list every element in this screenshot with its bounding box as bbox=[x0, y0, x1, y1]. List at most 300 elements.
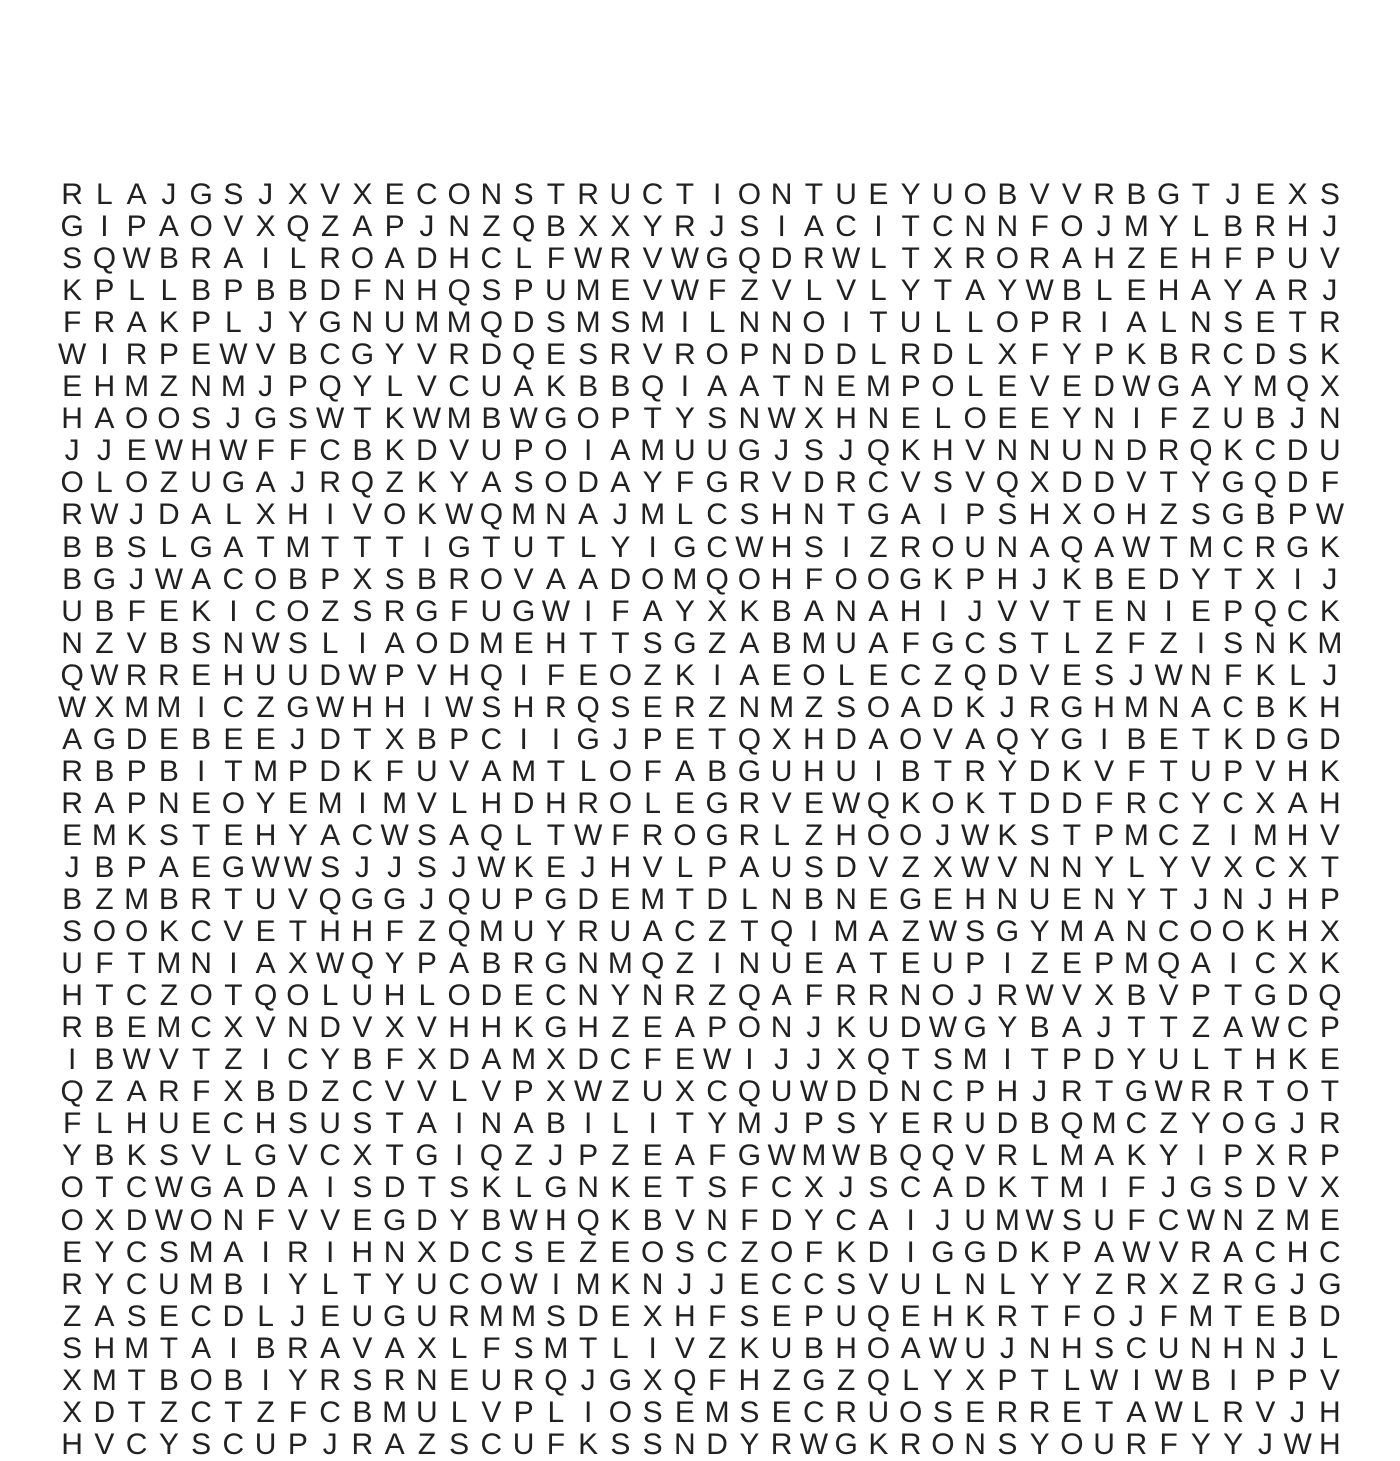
grid-cell[interactable]: D bbox=[1319, 1299, 1341, 1333]
grid-cell[interactable]: Q bbox=[60, 1075, 84, 1109]
grid-cell[interactable]: T bbox=[1159, 883, 1178, 917]
grid-cell[interactable]: O bbox=[447, 979, 471, 1013]
grid-cell[interactable]: B bbox=[1126, 178, 1147, 212]
grid-cell[interactable]: O bbox=[286, 594, 310, 628]
grid-cell[interactable]: E bbox=[1319, 1043, 1340, 1077]
grid-cell[interactable]: A bbox=[836, 947, 857, 981]
grid-cell[interactable]: R bbox=[61, 754, 83, 788]
grid-cell[interactable]: C bbox=[1222, 530, 1244, 564]
grid-cell[interactable]: R bbox=[448, 562, 470, 596]
grid-cell[interactable]: Y bbox=[674, 402, 695, 436]
grid-cell[interactable]: S bbox=[191, 626, 212, 660]
grid-cell[interactable]: U bbox=[254, 883, 277, 917]
grid-cell[interactable]: O bbox=[124, 466, 149, 500]
grid-cell[interactable]: K bbox=[1126, 1139, 1147, 1173]
grid-cell[interactable]: F bbox=[449, 594, 469, 628]
grid-cell[interactable]: K bbox=[1319, 530, 1340, 564]
grid-cell[interactable]: D bbox=[964, 1171, 986, 1205]
grid-cell[interactable]: D bbox=[480, 979, 503, 1013]
grid-cell[interactable]: X bbox=[610, 210, 631, 244]
grid-cell[interactable]: Y bbox=[1126, 883, 1147, 917]
grid-cell[interactable]: N bbox=[770, 883, 793, 917]
grid-cell[interactable]: V bbox=[481, 1075, 502, 1109]
grid-cell[interactable]: B bbox=[94, 754, 115, 788]
grid-cell[interactable]: F bbox=[804, 1235, 824, 1269]
grid-cell[interactable]: E bbox=[126, 1011, 147, 1045]
grid-cell[interactable]: Y bbox=[1190, 1427, 1211, 1461]
grid-cell[interactable]: G bbox=[673, 626, 697, 660]
grid-cell[interactable]: Z bbox=[901, 851, 920, 884]
grid-cell[interactable]: Y bbox=[642, 466, 663, 500]
grid-cell[interactable]: D bbox=[835, 1075, 857, 1109]
grid-cell[interactable]: U bbox=[416, 1299, 438, 1333]
grid-cell[interactable]: Y bbox=[674, 594, 695, 628]
grid-cell[interactable]: E bbox=[868, 658, 889, 692]
grid-cell[interactable]: I bbox=[422, 530, 432, 564]
grid-cell[interactable]: G bbox=[834, 1427, 858, 1461]
grid-cell[interactable]: T bbox=[707, 722, 727, 756]
grid-cell[interactable]: R bbox=[577, 178, 599, 212]
grid-cell[interactable]: Z bbox=[1159, 498, 1178, 532]
grid-cell[interactable]: L bbox=[676, 851, 694, 884]
grid-cell[interactable]: X bbox=[932, 242, 953, 276]
grid-cell[interactable]: K bbox=[932, 562, 953, 596]
grid-cell[interactable]: T bbox=[320, 530, 340, 564]
grid-cell[interactable]: W bbox=[444, 498, 474, 532]
grid-cell[interactable]: J bbox=[1161, 1171, 1177, 1205]
grid-cell[interactable]: X bbox=[1319, 370, 1340, 404]
grid-cell[interactable]: E bbox=[965, 1395, 986, 1429]
grid-cell[interactable]: L bbox=[160, 530, 178, 564]
grid-cell[interactable]: L bbox=[257, 1299, 274, 1333]
grid-cell[interactable]: Y bbox=[545, 915, 566, 949]
grid-cell[interactable]: R bbox=[1286, 274, 1309, 308]
grid-cell[interactable]: F bbox=[1127, 1171, 1146, 1205]
grid-cell[interactable]: Q bbox=[866, 434, 891, 468]
grid-cell[interactable]: W bbox=[154, 434, 184, 468]
grid-cell[interactable]: Q bbox=[737, 722, 762, 756]
grid-cell[interactable]: J bbox=[580, 851, 596, 884]
grid-cell[interactable]: T bbox=[1127, 1011, 1146, 1045]
grid-cell[interactable]: M bbox=[865, 370, 891, 404]
grid-cell[interactable]: R bbox=[770, 1427, 793, 1461]
grid-cell[interactable]: B bbox=[481, 947, 502, 981]
grid-cell[interactable]: Y bbox=[997, 274, 1018, 308]
grid-cell[interactable]: W bbox=[1154, 1075, 1183, 1109]
grid-cell[interactable]: P bbox=[191, 306, 212, 340]
grid-cell[interactable]: H bbox=[996, 562, 1019, 596]
grid-cell[interactable]: B bbox=[352, 1395, 373, 1429]
grid-cell[interactable]: H bbox=[1319, 1395, 1341, 1429]
grid-cell[interactable]: R bbox=[996, 1395, 1019, 1429]
grid-cell[interactable]: S bbox=[223, 178, 244, 212]
grid-cell[interactable]: V bbox=[1255, 1395, 1276, 1429]
grid-cell[interactable]: N bbox=[738, 402, 761, 436]
grid-cell[interactable]: S bbox=[416, 818, 437, 852]
grid-cell[interactable]: F bbox=[256, 1203, 275, 1237]
grid-cell[interactable]: F bbox=[707, 1363, 727, 1397]
grid-cell[interactable]: H bbox=[1286, 754, 1309, 788]
grid-cell[interactable]: Z bbox=[95, 1075, 114, 1109]
grid-cell[interactable]: O bbox=[737, 178, 762, 212]
grid-cell[interactable]: E bbox=[578, 658, 599, 692]
grid-cell[interactable]: I bbox=[422, 690, 432, 724]
grid-cell[interactable]: X bbox=[62, 1395, 83, 1429]
grid-cell[interactable]: T bbox=[95, 979, 114, 1013]
grid-cell[interactable]: Y bbox=[1029, 1427, 1050, 1461]
grid-cell[interactable]: V bbox=[94, 1427, 115, 1461]
grid-cell[interactable]: N bbox=[738, 690, 761, 724]
grid-cell[interactable]: F bbox=[1062, 1299, 1082, 1333]
grid-cell[interactable]: N bbox=[383, 274, 406, 308]
grid-cell[interactable]: W bbox=[1154, 1363, 1183, 1397]
grid-cell[interactable]: U bbox=[1286, 242, 1309, 276]
grid-cell[interactable]: Q bbox=[963, 658, 987, 692]
grid-cell[interactable]: P bbox=[384, 658, 405, 692]
grid-cell[interactable]: W bbox=[960, 818, 990, 852]
grid-cell[interactable]: Z bbox=[707, 626, 727, 660]
grid-cell[interactable]: S bbox=[997, 626, 1018, 660]
grid-cell[interactable]: O bbox=[995, 242, 1020, 276]
grid-cell[interactable]: A bbox=[965, 722, 986, 756]
grid-cell[interactable]: W bbox=[928, 915, 958, 949]
grid-cell[interactable]: R bbox=[287, 1235, 309, 1269]
grid-cell[interactable]: H bbox=[93, 370, 116, 404]
grid-cell[interactable]: O bbox=[544, 466, 568, 500]
grid-cell[interactable]: P bbox=[610, 402, 631, 436]
grid-cell[interactable]: P bbox=[384, 210, 405, 244]
grid-cell[interactable]: E bbox=[191, 338, 212, 372]
grid-cell[interactable]: U bbox=[1190, 754, 1212, 788]
grid-cell[interactable]: I bbox=[1293, 562, 1302, 596]
grid-cell[interactable]: Y bbox=[900, 274, 921, 308]
grid-cell[interactable]: X bbox=[545, 1075, 566, 1109]
grid-cell[interactable]: Q bbox=[447, 883, 471, 917]
grid-cell[interactable]: C bbox=[706, 1235, 728, 1269]
grid-cell[interactable]: T bbox=[675, 883, 695, 917]
grid-cell[interactable]: A bbox=[739, 851, 760, 884]
grid-cell[interactable]: W bbox=[799, 1427, 829, 1461]
grid-cell[interactable]: F bbox=[1320, 466, 1340, 500]
grid-cell[interactable]: O bbox=[963, 402, 987, 436]
grid-cell[interactable]: V bbox=[287, 1139, 308, 1173]
grid-cell[interactable]: J bbox=[1128, 1299, 1144, 1333]
grid-cell[interactable]: S bbox=[158, 818, 179, 852]
grid-cell[interactable]: S bbox=[384, 562, 405, 596]
grid-cell[interactable]: M bbox=[640, 434, 666, 468]
grid-cell[interactable]: U bbox=[351, 1299, 374, 1333]
grid-cell[interactable]: T bbox=[578, 1331, 598, 1365]
grid-cell[interactable]: X bbox=[1094, 979, 1115, 1013]
grid-cell[interactable]: G bbox=[221, 851, 246, 884]
grid-cell[interactable]: M bbox=[253, 754, 279, 788]
grid-cell[interactable]: T bbox=[546, 178, 566, 212]
grid-cell[interactable]: C bbox=[1157, 1203, 1180, 1237]
grid-cell[interactable]: A bbox=[320, 1331, 341, 1365]
grid-cell[interactable]: A bbox=[481, 1043, 502, 1077]
grid-cell[interactable]: O bbox=[189, 979, 213, 1013]
grid-cell[interactable]: Y bbox=[610, 530, 631, 564]
grid-cell[interactable]: B bbox=[900, 754, 921, 788]
grid-cell[interactable]: S bbox=[932, 466, 953, 500]
grid-cell[interactable]: C bbox=[319, 1395, 341, 1429]
grid-cell[interactable]: G bbox=[92, 562, 117, 596]
grid-cell[interactable]: J bbox=[838, 1171, 854, 1205]
grid-cell[interactable]: S bbox=[1061, 1203, 1082, 1237]
grid-cell[interactable]: H bbox=[416, 274, 438, 308]
grid-cell[interactable]: I bbox=[583, 434, 593, 468]
grid-cell[interactable]: W bbox=[1315, 498, 1345, 532]
grid-cell[interactable]: U bbox=[351, 979, 374, 1013]
grid-cell[interactable]: P bbox=[94, 274, 115, 308]
grid-cell[interactable]: R bbox=[1028, 1395, 1051, 1429]
grid-cell[interactable]: S bbox=[739, 498, 760, 532]
grid-cell[interactable]: G bbox=[382, 1203, 407, 1237]
grid-cell[interactable]: W bbox=[509, 1203, 538, 1237]
grid-cell[interactable]: J bbox=[322, 1427, 338, 1461]
grid-cell[interactable]: R bbox=[867, 979, 890, 1013]
grid-cell[interactable]: S bbox=[513, 178, 534, 212]
grid-cell[interactable]: U bbox=[480, 434, 503, 468]
grid-cell[interactable]: E bbox=[610, 1299, 631, 1333]
grid-cell[interactable]: S bbox=[1190, 498, 1211, 532]
grid-cell[interactable]: T bbox=[1223, 562, 1243, 596]
grid-cell[interactable]: A bbox=[1190, 370, 1211, 404]
grid-cell[interactable]: C bbox=[287, 1043, 309, 1077]
grid-cell[interactable]: A bbox=[674, 1139, 695, 1173]
grid-cell[interactable]: M bbox=[607, 947, 633, 981]
grid-cell[interactable]: W bbox=[1122, 530, 1151, 564]
grid-cell[interactable]: G bbox=[576, 722, 600, 756]
grid-cell[interactable]: T bbox=[224, 1395, 243, 1429]
grid-cell[interactable]: W bbox=[573, 242, 603, 276]
grid-cell[interactable]: I bbox=[1132, 402, 1141, 436]
grid-cell[interactable]: O bbox=[1092, 498, 1116, 532]
grid-cell[interactable]: Z bbox=[772, 1363, 791, 1397]
grid-cell[interactable]: E bbox=[1029, 402, 1050, 436]
grid-cell[interactable]: O bbox=[898, 1395, 923, 1429]
grid-cell[interactable]: O bbox=[286, 979, 310, 1013]
grid-cell[interactable]: N bbox=[577, 1171, 599, 1205]
grid-cell[interactable]: S bbox=[1223, 306, 1244, 340]
grid-cell[interactable]: T bbox=[836, 498, 856, 532]
grid-cell[interactable]: W bbox=[831, 1139, 861, 1173]
grid-cell[interactable]: F bbox=[95, 947, 114, 981]
grid-cell[interactable]: R bbox=[158, 1075, 180, 1109]
grid-cell[interactable]: M bbox=[124, 883, 150, 917]
grid-cell[interactable]: L bbox=[289, 242, 307, 276]
grid-cell[interactable]: R bbox=[383, 1363, 406, 1397]
grid-cell[interactable]: K bbox=[191, 594, 212, 628]
grid-cell[interactable]: Q bbox=[995, 722, 1020, 756]
grid-cell[interactable]: C bbox=[190, 915, 212, 949]
grid-cell[interactable]: C bbox=[706, 530, 728, 564]
grid-cell[interactable]: O bbox=[1221, 1107, 1245, 1141]
grid-cell[interactable]: F bbox=[256, 434, 275, 468]
grid-cell[interactable]: O bbox=[705, 338, 729, 372]
grid-cell[interactable]: A bbox=[1061, 242, 1082, 276]
grid-cell[interactable]: P bbox=[1094, 947, 1115, 981]
grid-cell[interactable]: G bbox=[1221, 466, 1245, 500]
grid-cell[interactable]: F bbox=[804, 979, 824, 1013]
grid-cell[interactable]: H bbox=[835, 818, 857, 852]
grid-cell[interactable]: A bbox=[1190, 947, 1211, 981]
grid-cell[interactable]: Y bbox=[1190, 786, 1211, 820]
grid-cell[interactable]: Q bbox=[898, 1139, 923, 1173]
grid-cell[interactable]: X bbox=[94, 1203, 115, 1237]
grid-cell[interactable]: Q bbox=[350, 466, 375, 500]
grid-cell[interactable]: E bbox=[352, 1203, 373, 1237]
grid-cell[interactable]: B bbox=[1061, 274, 1082, 308]
grid-cell[interactable]: B bbox=[416, 562, 437, 596]
grid-cell[interactable]: J bbox=[129, 498, 145, 532]
grid-cell[interactable]: G bbox=[1156, 370, 1181, 404]
grid-cell[interactable]: S bbox=[545, 1299, 566, 1333]
grid-cell[interactable]: E bbox=[932, 883, 953, 917]
grid-cell[interactable]: R bbox=[577, 786, 599, 820]
grid-cell[interactable]: L bbox=[96, 466, 113, 500]
grid-cell[interactable]: J bbox=[1322, 274, 1338, 308]
grid-cell[interactable]: T bbox=[1159, 754, 1178, 788]
grid-cell[interactable]: H bbox=[254, 1107, 277, 1141]
grid-cell[interactable]: G bbox=[253, 1139, 278, 1173]
grid-cell[interactable]: Z bbox=[482, 210, 501, 244]
grid-cell[interactable]: P bbox=[1319, 883, 1340, 917]
grid-cell[interactable]: P bbox=[223, 274, 244, 308]
grid-cell[interactable]: C bbox=[125, 1235, 148, 1269]
grid-cell[interactable]: I bbox=[874, 754, 883, 788]
grid-cell[interactable]: U bbox=[480, 1363, 503, 1397]
grid-cell[interactable]: V bbox=[287, 883, 308, 917]
grid-cell[interactable]: M bbox=[156, 947, 182, 981]
grid-cell[interactable]: K bbox=[513, 1011, 534, 1045]
grid-cell[interactable]: U bbox=[641, 1075, 664, 1109]
grid-cell[interactable]: A bbox=[94, 402, 115, 436]
grid-cell[interactable]: V bbox=[1061, 178, 1082, 212]
grid-cell[interactable]: I bbox=[745, 1043, 754, 1077]
grid-cell[interactable]: D bbox=[770, 242, 793, 276]
grid-cell[interactable]: K bbox=[965, 690, 986, 724]
grid-cell[interactable]: E bbox=[868, 883, 889, 917]
grid-cell[interactable]: E bbox=[610, 1235, 631, 1269]
grid-cell[interactable]: O bbox=[931, 979, 955, 1013]
grid-cell[interactable]: O bbox=[60, 466, 84, 500]
grid-cell[interactable]: M bbox=[801, 1139, 827, 1173]
grid-cell[interactable]: D bbox=[512, 306, 535, 340]
grid-cell[interactable]: B bbox=[94, 594, 115, 628]
grid-cell[interactable]: G bbox=[995, 915, 1020, 949]
grid-cell[interactable]: G bbox=[189, 530, 213, 564]
grid-cell[interactable]: E bbox=[158, 722, 179, 756]
grid-cell[interactable]: D bbox=[1254, 722, 1277, 756]
grid-cell[interactable]: Q bbox=[769, 915, 794, 949]
grid-cell[interactable]: E bbox=[868, 178, 889, 212]
grid-cell[interactable]: N bbox=[545, 498, 567, 532]
grid-cell[interactable]: L bbox=[1063, 626, 1081, 660]
grid-cell[interactable]: K bbox=[1319, 338, 1340, 372]
grid-cell[interactable]: U bbox=[61, 947, 83, 981]
grid-cell[interactable]: U bbox=[609, 178, 632, 212]
grid-cell[interactable]: Z bbox=[417, 1427, 437, 1461]
grid-cell[interactable]: J bbox=[129, 562, 145, 596]
grid-cell[interactable]: I bbox=[229, 947, 238, 981]
grid-cell[interactable]: C bbox=[1157, 786, 1180, 820]
grid-cell[interactable]: V bbox=[771, 466, 792, 500]
grid-cell[interactable]: O bbox=[253, 562, 278, 596]
grid-cell[interactable]: H bbox=[545, 626, 567, 660]
grid-cell[interactable]: O bbox=[60, 1171, 84, 1205]
grid-cell[interactable]: A bbox=[223, 1235, 244, 1269]
grid-cell[interactable]: X bbox=[223, 1075, 244, 1109]
grid-cell[interactable]: A bbox=[384, 1427, 405, 1461]
grid-cell[interactable]: O bbox=[931, 370, 955, 404]
grid-cell[interactable]: Y bbox=[1190, 562, 1211, 596]
grid-cell[interactable]: W bbox=[57, 338, 87, 372]
grid-cell[interactable]: I bbox=[1196, 626, 1206, 660]
grid-cell[interactable]: Z bbox=[159, 370, 179, 404]
grid-cell[interactable]: U bbox=[770, 1331, 793, 1365]
grid-cell[interactable]: V bbox=[1319, 1363, 1340, 1397]
grid-cell[interactable]: R bbox=[319, 1363, 341, 1397]
grid-cell[interactable]: L bbox=[1160, 306, 1177, 340]
grid-cell[interactable]: H bbox=[383, 979, 406, 1013]
grid-cell[interactable]: I bbox=[583, 1107, 593, 1141]
grid-cell[interactable]: I bbox=[551, 1267, 561, 1301]
grid-cell[interactable]: N bbox=[867, 402, 890, 436]
grid-cell[interactable]: C bbox=[319, 1139, 341, 1173]
grid-cell[interactable]: X bbox=[416, 1043, 437, 1077]
grid-cell[interactable]: G bbox=[1060, 722, 1084, 756]
grid-cell[interactable]: A bbox=[223, 530, 244, 564]
grid-cell[interactable]: D bbox=[932, 690, 954, 724]
grid-cell[interactable]: O bbox=[447, 178, 471, 212]
grid-cell[interactable]: R bbox=[577, 915, 599, 949]
grid-cell[interactable]: Z bbox=[707, 915, 727, 949]
grid-cell[interactable]: C bbox=[835, 1203, 857, 1237]
grid-cell[interactable]: V bbox=[1319, 818, 1340, 852]
grid-cell[interactable]: Z bbox=[514, 1139, 533, 1173]
grid-cell[interactable]: O bbox=[189, 1203, 213, 1237]
grid-cell[interactable]: W bbox=[541, 594, 571, 628]
grid-cell[interactable]: A bbox=[1094, 915, 1115, 949]
grid-cell[interactable]: Z bbox=[1030, 947, 1049, 981]
grid-cell[interactable]: A bbox=[803, 210, 824, 244]
grid-cell[interactable]: T bbox=[224, 754, 243, 788]
grid-cell[interactable]: R bbox=[835, 466, 857, 500]
grid-cell[interactable]: U bbox=[480, 594, 503, 628]
grid-cell[interactable]: J bbox=[935, 818, 951, 852]
grid-cell[interactable]: W bbox=[509, 1267, 538, 1301]
grid-cell[interactable]: E bbox=[674, 1043, 695, 1077]
grid-cell[interactable]: X bbox=[578, 210, 599, 244]
grid-cell[interactable]: N bbox=[1254, 1331, 1277, 1365]
grid-cell[interactable]: H bbox=[1061, 1331, 1083, 1365]
grid-cell[interactable]: J bbox=[290, 722, 306, 756]
grid-cell[interactable]: E bbox=[1061, 1395, 1082, 1429]
grid-cell[interactable]: T bbox=[1223, 1299, 1243, 1333]
grid-cell[interactable]: G bbox=[544, 1011, 568, 1045]
grid-cell[interactable]: B bbox=[287, 274, 308, 308]
grid-cell[interactable]: S bbox=[62, 915, 83, 949]
grid-cell[interactable]: T bbox=[1320, 1075, 1340, 1109]
grid-cell[interactable]: U bbox=[480, 370, 503, 404]
grid-cell[interactable]: D bbox=[1125, 434, 1148, 468]
grid-cell[interactable]: W bbox=[380, 818, 409, 852]
grid-cell[interactable]: G bbox=[189, 178, 213, 212]
grid-cell[interactable]: K bbox=[610, 1267, 631, 1301]
grid-cell[interactable]: Z bbox=[159, 1395, 179, 1429]
grid-cell[interactable]: Z bbox=[256, 690, 275, 724]
